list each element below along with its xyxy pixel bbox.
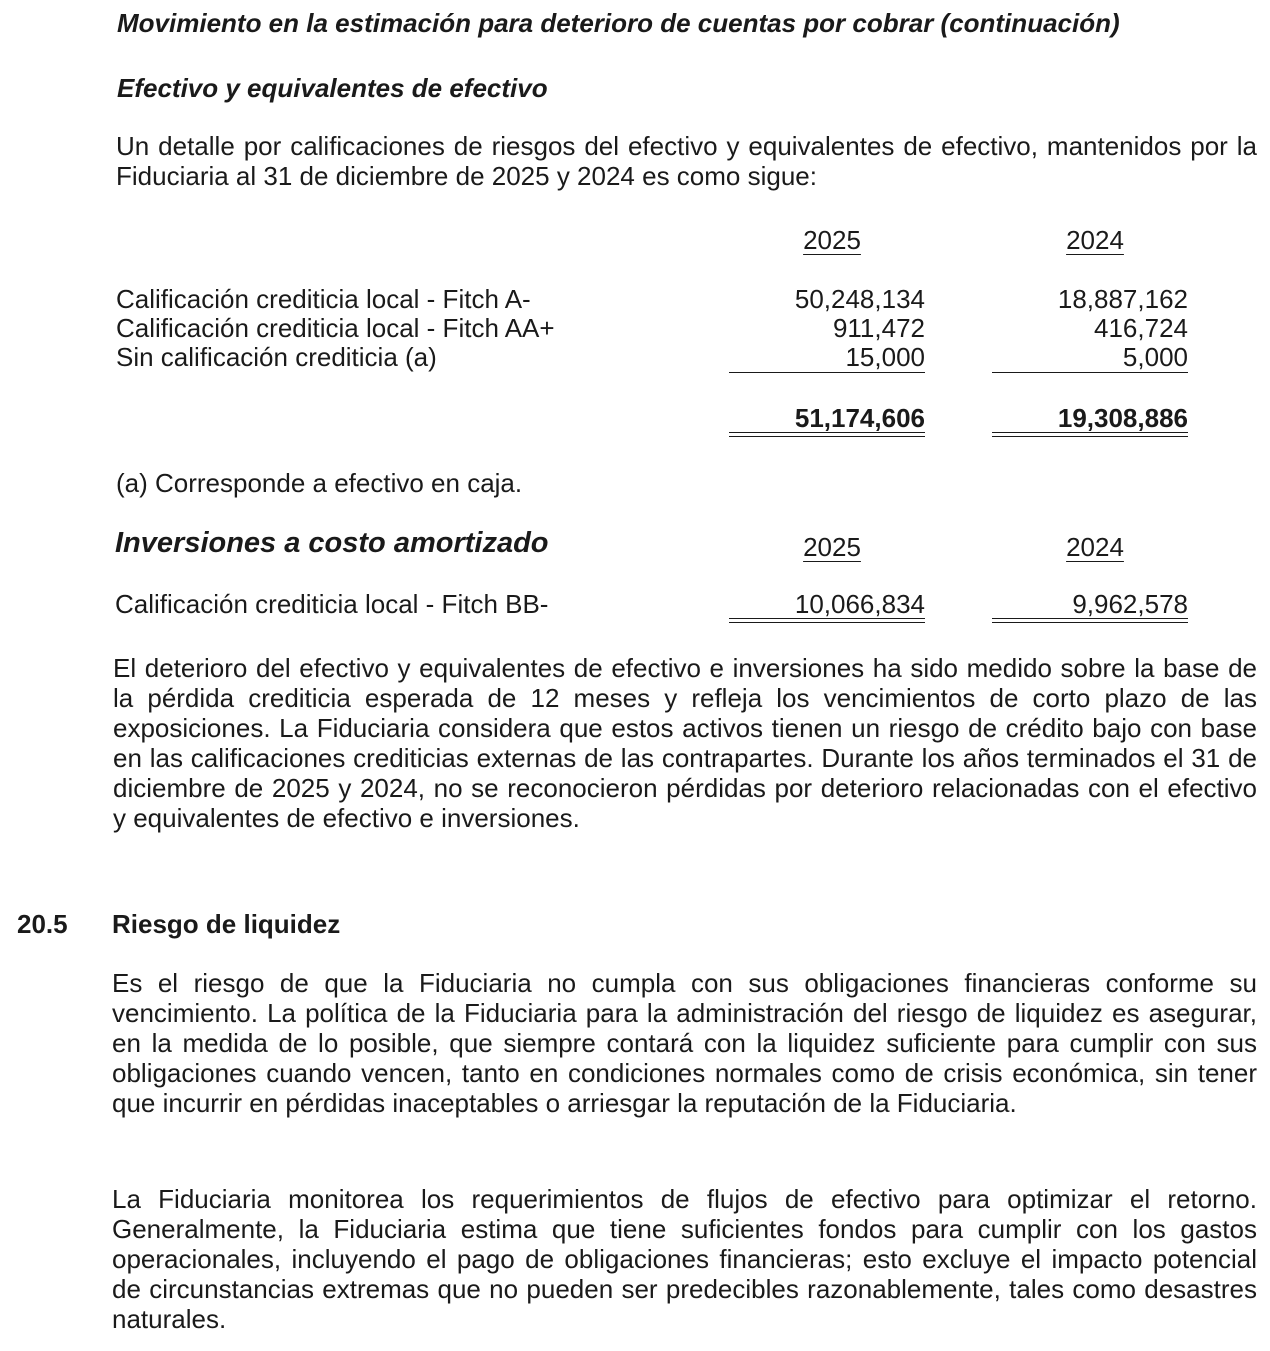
total-double-rule-2025 xyxy=(729,432,925,437)
investments-col-header-2025: 2025 xyxy=(803,532,861,562)
investments-col-header-2024: 2024 xyxy=(1066,532,1124,562)
page-continuation-title: Movimiento en la estimación para deterioro de cuentas por cobrar (continuación) xyxy=(117,8,1120,38)
cash-intro-paragraph: Un detalle por calificaciones de riesgos del efectivo y equivalentes de efectivo, mantenidos por la Fiduciaria al 31 de diciembre de 2025 y 2024 es como sigue: xyxy=(116,131,1257,191)
cash-row-value-2024: 5,000 xyxy=(1122,342,1188,372)
liquidity-section-title: Riesgo de liquidez xyxy=(112,909,341,939)
cash-total-2024: 19,308,886 xyxy=(1057,403,1188,433)
cash-row-label: Calificación crediticia local - Fitch A- xyxy=(116,284,531,314)
liquidity-paragraph-1: Es el riesgo de que la Fiduciaria no cumpla con sus obligaciones financieras conforme su vencimiento. La política de la Fiduciaria para la administración del riesgo de liquidez es asegurar, en la medida de lo posible, que siempre contará con la liquidez suficiente para cumplir con sus obligaciones cuando vencen, tanto en condiciones normales como de crisis económica, sin tener que incurrir en pérdidas inaceptables o arriesgar la reputación de la Fiduciaria. xyxy=(112,968,1257,1118)
cash-row-value-2024: 18,887,162 xyxy=(1057,284,1188,314)
investments-double-rule-2025 xyxy=(729,618,925,623)
investments-section-title: Inversiones a costo amortizado xyxy=(115,527,549,559)
cash-row-value-2025: 15,000 xyxy=(845,342,925,372)
cash-footnote: (a) Corresponde a efectivo en caja. xyxy=(116,468,523,498)
cash-row-value-2025: 50,248,134 xyxy=(794,284,925,314)
cash-total-2025: 51,174,606 xyxy=(794,403,925,433)
cash-section-title: Efectivo y equivalentes de efectivo xyxy=(117,73,548,103)
impairment-paragraph: El deterioro del efectivo y equivalentes de efectivo e inversiones ha sido medido sobre la base de la pérdida crediticia esperada de 12 meses y refleja los vencimientos de corto plazo de las exposiciones. La Fiduciaria considera que estos activos tienen un riesgo de crédito bajo con base en las calificaciones crediticias externas de las contrapartes. Durante los años terminados el 31 de diciembre de 2025 y 2024, no se reconocieron pérdidas por deterioro relacionadas con el efectivo y equivalentes de efectivo e inversiones. xyxy=(113,653,1257,833)
cash-row-value-2024: 416,724 xyxy=(1094,313,1188,343)
subtotal-rule-2025 xyxy=(729,372,925,373)
investments-row-value-2024: 9,962,578 xyxy=(1072,589,1188,619)
cash-row-label: Sin calificación crediticia (a) xyxy=(116,342,437,372)
cash-row-label: Calificación crediticia local - Fitch AA+ xyxy=(116,313,555,343)
investments-row-label: Calificación crediticia local - Fitch BB- xyxy=(115,589,549,619)
investments-double-rule-2024 xyxy=(992,618,1188,623)
cash-col-header-2024: 2024 xyxy=(1066,225,1124,255)
section-number: 20.5 xyxy=(17,909,68,939)
investments-row-value-2025: 10,066,834 xyxy=(794,589,925,619)
cash-col-header-2025: 2025 xyxy=(803,225,861,255)
liquidity-paragraph-2: La Fiduciaria monitorea los requerimientos de flujos de efectivo para optimizar el retorno. Generalmente, la Fiduciaria estima que tiene suficientes fondos para cumplir con los gastos operacionales, incluyendo el pago de obligaciones financieras; esto excluye el impacto potencial de circunstancias extremas que no pueden ser predecibles razonablemente, tales como desastres naturales. xyxy=(112,1184,1257,1334)
total-double-rule-2024 xyxy=(992,432,1188,437)
cash-row-value-2025: 911,472 xyxy=(832,313,925,343)
subtotal-rule-2024 xyxy=(992,372,1188,373)
